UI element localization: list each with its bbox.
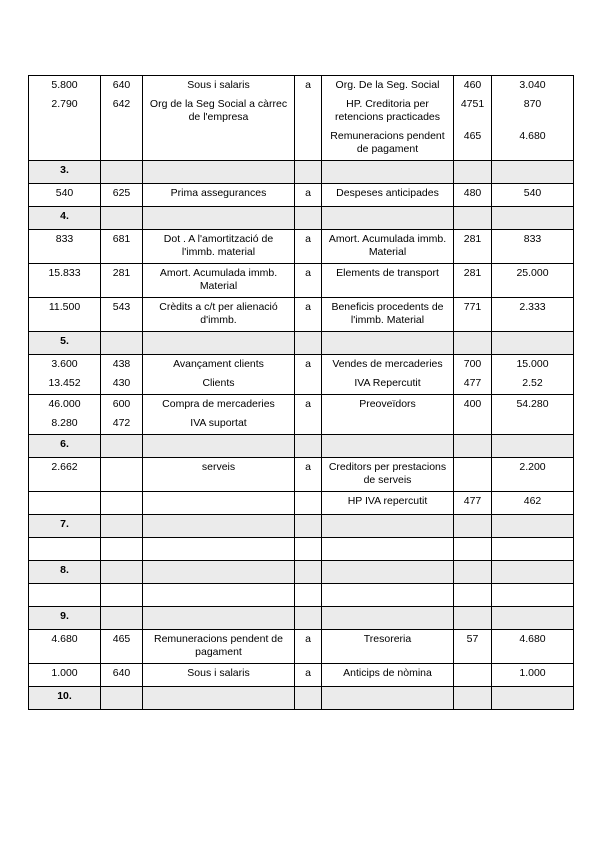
debit-name-line: Amort. Acumulada immb. Material: [159, 267, 278, 292]
a-cell: a: [295, 395, 322, 435]
empty-cell: [143, 207, 295, 230]
credit-account-cell: [454, 458, 492, 492]
empty-cell: [295, 607, 322, 630]
credit-name-cell: [322, 630, 454, 664]
empty-cell: [143, 561, 295, 584]
section-number: 10.: [29, 687, 101, 710]
empty-cell: [322, 435, 454, 458]
empty-cell: [492, 584, 574, 607]
credit-name-cell: [322, 230, 454, 264]
empty-cell: [322, 538, 454, 561]
empty-cell: [101, 561, 143, 584]
empty-cell: [454, 435, 492, 458]
credit-account-line: 281: [463, 233, 482, 245]
credit-name-line: Elements de transport: [336, 267, 439, 279]
empty-cell: [101, 207, 143, 230]
debit-account-cell: [101, 184, 143, 207]
debit-name-cell: [143, 492, 295, 515]
credit-name-line: Tresoreria: [363, 633, 412, 645]
debit-amount-cell: [29, 76, 101, 161]
credit-account-line: 281: [463, 267, 482, 279]
debit-amount-cell: [29, 184, 101, 207]
journal-entry-row: [29, 630, 574, 664]
journal-entries-table: [28, 75, 574, 710]
empty-cell: [295, 538, 322, 561]
journal-entry-row: [29, 664, 574, 687]
empty-cell: [101, 607, 143, 630]
debit-account-line: [104, 461, 139, 487]
section-header-row: [29, 161, 574, 184]
credit-name-cell: [322, 664, 454, 687]
debit-name-cell: [143, 264, 295, 298]
section-number: 8.: [29, 561, 101, 584]
debit-amount-cell: [29, 630, 101, 664]
debit-amount-cell: [29, 664, 101, 687]
empty-cell: [454, 538, 492, 561]
debit-account-cell: [101, 395, 143, 435]
section-number: 3.: [29, 161, 101, 184]
empty-cell: [101, 538, 143, 561]
debit-name-line: Sous i salaris: [187, 79, 250, 91]
debit-account-line: [104, 495, 139, 508]
empty-cell: [101, 687, 143, 710]
empty-cell: [295, 687, 322, 710]
debit-amount-line: 8.280: [51, 417, 78, 429]
journal-entry-row: [29, 298, 574, 332]
section-header-row: [29, 435, 574, 458]
debit-amount-line: 46.000: [48, 398, 81, 410]
debit-name-line: Crèdits a c/t per alienació d'immb.: [159, 301, 278, 326]
debit-account-cell: [101, 458, 143, 492]
empty-cell: [492, 435, 574, 458]
section-number: 6.: [29, 435, 101, 458]
section-number: 9.: [29, 607, 101, 630]
empty-cell: [143, 332, 295, 355]
section-header-row: [29, 561, 574, 584]
empty-cell: [322, 561, 454, 584]
empty-cell: [322, 607, 454, 630]
debit-account-cell: [101, 230, 143, 264]
empty-cell: [454, 561, 492, 584]
empty-cell: [143, 435, 295, 458]
credit-account-line: [457, 667, 488, 680]
credit-account-line: 477: [463, 495, 482, 507]
credit-amount-line: 2.200: [519, 461, 546, 473]
debit-amount-line: 833: [55, 233, 74, 245]
credit-amount-cell: [492, 184, 574, 207]
debit-account-line: 472: [112, 417, 131, 429]
journal-entry-row: [29, 458, 574, 492]
empty-cell: [143, 584, 295, 607]
credit-name-line: HP. Creditoria per retencions practicades: [334, 98, 441, 123]
debit-amount-cell: [29, 264, 101, 298]
empty-cell: [295, 584, 322, 607]
a-cell: a: [295, 264, 322, 298]
credit-name-cell: [322, 76, 454, 161]
credit-amount-line: 3.040: [519, 79, 546, 91]
a-cell: a: [295, 76, 322, 161]
debit-account-line: 281: [112, 267, 131, 279]
empty-cell: [492, 687, 574, 710]
debit-amount-line: 11.500: [48, 301, 81, 313]
section-header-row: [29, 515, 574, 538]
debit-name-line: Remuneracions pendent de pagament: [153, 633, 283, 658]
credit-account-cell: [454, 355, 492, 395]
credit-amount-line: 54.280: [516, 398, 549, 410]
journal-entry-row: [29, 230, 574, 264]
a-cell: a: [295, 230, 322, 264]
debit-amount-line: 15.833: [48, 267, 81, 279]
debit-account-line: 430: [112, 377, 131, 389]
debit-account-line: 642: [112, 98, 131, 110]
empty-cell: [295, 561, 322, 584]
debit-amount-line: 2.790: [51, 98, 78, 110]
credit-amount-line: 15.000: [516, 358, 549, 370]
debit-amount-line: 1.000: [51, 667, 78, 679]
empty-cell: [454, 207, 492, 230]
a-cell: a: [295, 664, 322, 687]
credit-amount-cell: [492, 355, 574, 395]
debit-name-cell: [143, 458, 295, 492]
empty-cell: [101, 584, 143, 607]
empty-cell: [295, 161, 322, 184]
debit-name-line: serveis: [201, 461, 236, 473]
empty-cell: [492, 538, 574, 561]
credit-amount-cell: [492, 298, 574, 332]
credit-name-line: IVA Repercutit: [354, 377, 421, 389]
debit-account-line: 543: [112, 301, 131, 313]
credit-name-line: Amort. Acumulada immb. Material: [328, 233, 447, 258]
debit-name-cell: [143, 298, 295, 332]
a-cell: a: [295, 458, 322, 492]
empty-cell: [454, 332, 492, 355]
credit-name-line: Vendes de mercaderies: [332, 358, 443, 370]
debit-amount-cell: [29, 492, 101, 515]
empty-cell: [143, 515, 295, 538]
debit-name-cell: [143, 395, 295, 435]
credit-amount-cell: [492, 395, 574, 435]
debit-account-line: 600: [112, 398, 131, 410]
credit-account-line: 771: [463, 301, 482, 313]
credit-account-cell: [454, 184, 492, 207]
debit-account-line: 465: [112, 633, 131, 645]
journal-entry-row: [29, 355, 574, 395]
credit-account-cell: [454, 76, 492, 161]
debit-name-line: Avançament clients: [173, 358, 264, 370]
credit-account-cell: [454, 664, 492, 687]
empty-cell: [492, 561, 574, 584]
empty-cell: [29, 538, 101, 561]
debit-account-line: 681: [112, 233, 131, 245]
empty-cell: [454, 515, 492, 538]
debit-name-line: Dot . A l'amortització de l'immb. material: [163, 233, 274, 258]
empty-cell: [322, 207, 454, 230]
empty-cell: [29, 584, 101, 607]
credit-name-cell: [322, 264, 454, 298]
credit-account-cell: [454, 492, 492, 515]
credit-amount-cell: [492, 264, 574, 298]
credit-amount-cell: [492, 664, 574, 687]
empty-cell: [454, 687, 492, 710]
credit-amount-cell: [492, 630, 574, 664]
credit-name-line: Org. De la Seg. Social: [335, 79, 440, 91]
empty-cell: [454, 607, 492, 630]
credit-amount-line: 2.333: [519, 301, 546, 313]
credit-name-cell: [322, 395, 454, 435]
empty-cell: [454, 584, 492, 607]
credit-account-line: 4751: [460, 98, 485, 110]
credit-amount-line: 833: [523, 233, 542, 245]
empty-cell: [295, 332, 322, 355]
credit-name-cell: [322, 492, 454, 515]
credit-amount-cell: [492, 458, 574, 492]
debit-account-line: 625: [112, 187, 131, 199]
debit-name-line: Prima assegurances: [170, 187, 267, 199]
a-cell: a: [295, 630, 322, 664]
debit-account-cell: [101, 630, 143, 664]
debit-amount-cell: [29, 355, 101, 395]
debit-amount-cell: [29, 458, 101, 492]
credit-account-line: 480: [463, 187, 482, 199]
credit-amount-line: 1.000: [519, 667, 546, 679]
credit-account-cell: [454, 298, 492, 332]
section-header-row: [29, 607, 574, 630]
section-number: 5.: [29, 332, 101, 355]
debit-amount-line: 4.680: [51, 633, 78, 645]
empty-cell: [143, 538, 295, 561]
credit-account-line: 57: [466, 633, 479, 645]
credit-name-cell: [322, 184, 454, 207]
credit-amount-cell: [492, 230, 574, 264]
credit-name-line: Despeses anticipades: [336, 187, 439, 199]
debit-amount-line: 2.662: [51, 461, 78, 473]
credit-amount-line: 4.680: [519, 633, 546, 645]
credit-name-line: Creditors per prestacions de serveis: [328, 461, 447, 486]
debit-amount-cell: [29, 298, 101, 332]
journal-entry-row: [29, 76, 574, 161]
blank-row: [29, 538, 574, 561]
debit-amount-line: 3.600: [51, 358, 78, 370]
empty-cell: [492, 207, 574, 230]
empty-cell: [295, 435, 322, 458]
credit-amount-line: 462: [523, 495, 542, 507]
debit-account-cell: [101, 298, 143, 332]
credit-account-line: 460: [463, 79, 482, 91]
debit-name-cell: [143, 76, 295, 161]
empty-cell: [295, 515, 322, 538]
credit-amount-cell: [492, 492, 574, 515]
credit-amount-line: 540: [523, 187, 542, 199]
credit-amount-line: 2.52: [522, 377, 543, 389]
credit-account-line: 477: [463, 377, 482, 389]
debit-amount-line: [32, 495, 97, 508]
credit-name-cell: [322, 355, 454, 395]
credit-account-cell: [454, 630, 492, 664]
journal-entry-row: [29, 395, 574, 435]
debit-account-line: 640: [112, 667, 131, 679]
section-header-row: [29, 332, 574, 355]
debit-amount-line: 540: [55, 187, 74, 199]
credit-name-cell: [322, 458, 454, 492]
empty-cell: [322, 161, 454, 184]
debit-amount-line: 13.452: [48, 377, 81, 389]
debit-name-line: Compra de mercaderies: [162, 398, 275, 410]
empty-cell: [143, 607, 295, 630]
credit-amount-line: 870: [523, 98, 542, 110]
blank-row: [29, 584, 574, 607]
debit-amount-line: 5.800: [51, 79, 78, 91]
empty-cell: [322, 332, 454, 355]
empty-cell: [492, 515, 574, 538]
credit-account-line: 465: [463, 130, 482, 142]
debit-name-cell: [143, 230, 295, 264]
debit-name-cell: [143, 630, 295, 664]
credit-name-line: Preoveïdors: [359, 398, 416, 410]
debit-amount-cell: [29, 395, 101, 435]
journal-entry-row: [29, 492, 574, 515]
debit-name-line: Org de la Seg Social a càrrec de l'empresa: [149, 98, 288, 123]
debit-name-line: Sous i salaris: [187, 667, 250, 679]
debit-account-cell: [101, 355, 143, 395]
section-number: 7.: [29, 515, 101, 538]
debit-account-cell: [101, 492, 143, 515]
empty-cell: [101, 515, 143, 538]
credit-name-cell: [322, 298, 454, 332]
debit-name-line: IVA suportat: [190, 417, 247, 429]
empty-cell: [322, 584, 454, 607]
credit-account-line: 400: [463, 398, 482, 410]
debit-account-cell: [101, 264, 143, 298]
empty-cell: [101, 161, 143, 184]
credit-name-line: Remuneracions pendent de pagament: [330, 130, 445, 155]
a-cell: a: [295, 298, 322, 332]
credit-name-line: Beneficis procedents de l'immb. Material: [331, 301, 444, 326]
debit-account-cell: [101, 664, 143, 687]
section-header-row: [29, 687, 574, 710]
empty-cell: [492, 161, 574, 184]
debit-account-line: 438: [112, 358, 131, 370]
empty-cell: [101, 435, 143, 458]
empty-cell: [492, 332, 574, 355]
a-cell: a: [295, 355, 322, 395]
credit-amount-cell: [492, 76, 574, 161]
empty-cell: [322, 687, 454, 710]
debit-name-cell: [143, 355, 295, 395]
credit-account-cell: [454, 395, 492, 435]
credit-name-line: Anticips de nòmina: [343, 667, 432, 679]
debit-account-cell: [101, 76, 143, 161]
section-number: 4.: [29, 207, 101, 230]
empty-cell: [143, 687, 295, 710]
debit-account-line: 640: [112, 79, 131, 91]
a-cell: [295, 492, 322, 515]
credit-name-line: HP IVA repercutit: [347, 495, 428, 507]
journal-entry-row: [29, 184, 574, 207]
empty-cell: [143, 161, 295, 184]
empty-cell: [101, 332, 143, 355]
credit-account-cell: [454, 264, 492, 298]
empty-cell: [492, 607, 574, 630]
empty-cell: [454, 161, 492, 184]
section-header-row: [29, 207, 574, 230]
credit-account-line: [457, 461, 488, 487]
debit-name-line: [146, 495, 291, 508]
journal-entry-row: [29, 264, 574, 298]
empty-cell: [295, 207, 322, 230]
debit-name-cell: [143, 184, 295, 207]
debit-name-line: Clients: [202, 377, 235, 389]
debit-name-cell: [143, 664, 295, 687]
credit-amount-line: 4.680: [519, 130, 546, 142]
credit-amount-line: 25.000: [516, 267, 549, 279]
empty-cell: [322, 515, 454, 538]
credit-account-line: 700: [463, 358, 482, 370]
credit-account-cell: [454, 230, 492, 264]
debit-amount-cell: [29, 230, 101, 264]
a-cell: a: [295, 184, 322, 207]
